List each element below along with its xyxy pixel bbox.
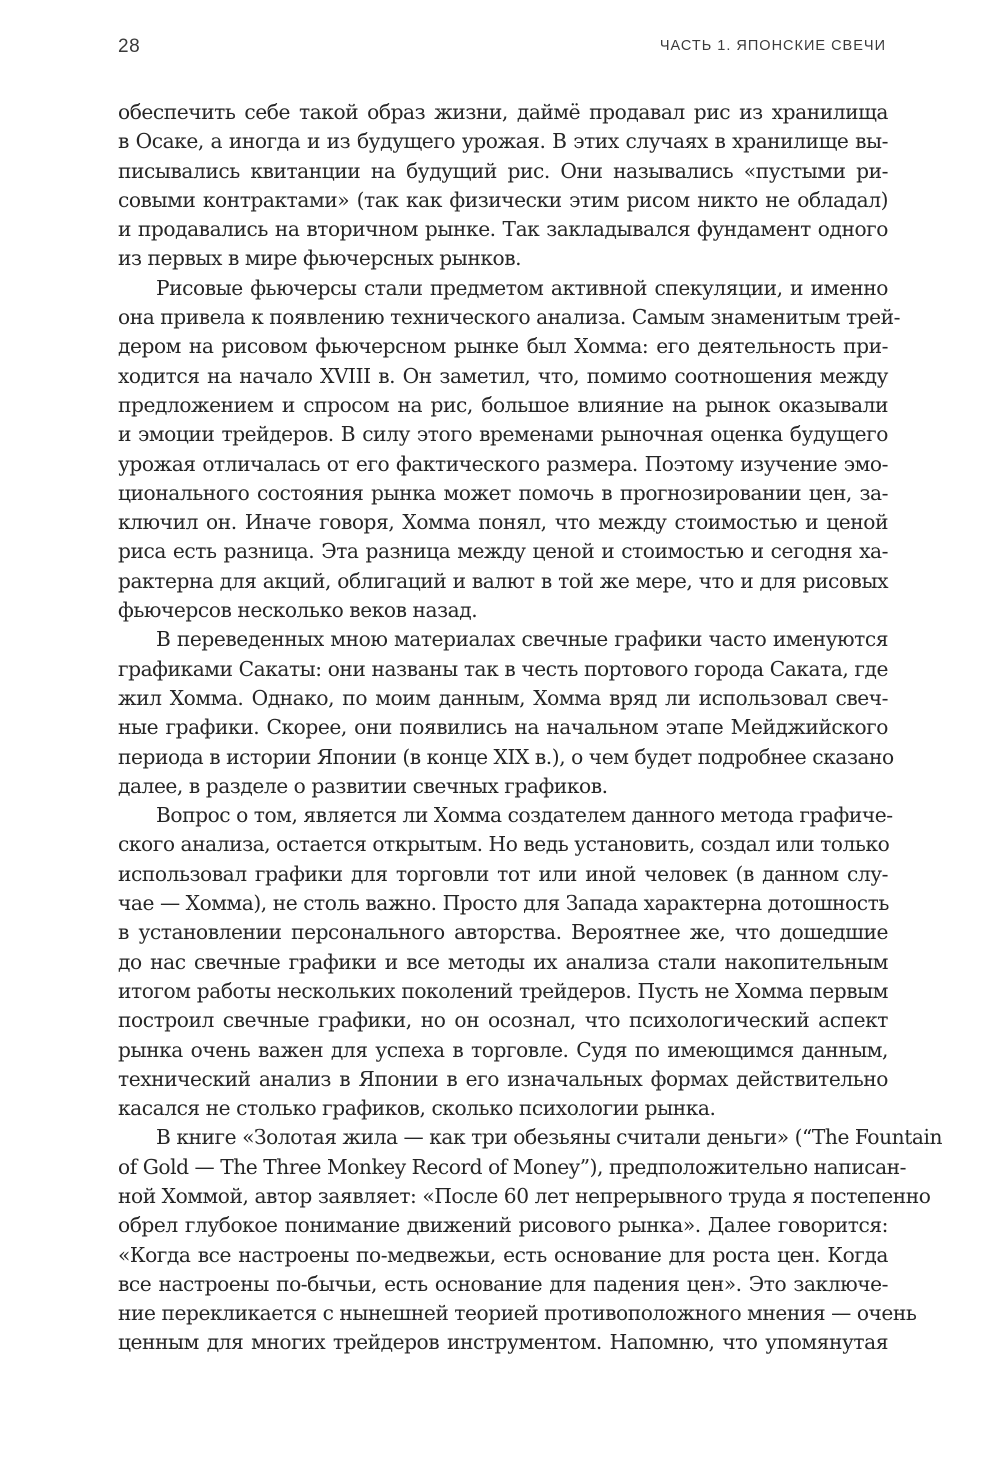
text-line: использовал графики для торговли тот или иной человек (в данном слу- [118,861,888,886]
text-line: до нас свечные графики и все методы их анализа стали накопительным [118,949,888,974]
text-line: далее, в разделе о развитии свечных графиков. [118,773,608,798]
text-line: касался не столько графиков, сколько психологии рынка. [118,1096,716,1121]
text-line: В переведенных мною материалах свечные графики часто именуются [156,627,888,652]
text-line: в Осаке, а иногда и из будущего урожая. В этих случаях в хранилище вы- [118,129,888,154]
text-line: она привела к появлению технического анализа. Самым знаменитым трей- [118,305,901,330]
text-line: урожая отличалась от его фактического размера. Поэтому изучение эмо- [118,451,888,476]
text-line: ние перекликается с нынешней теорией противоположного мнения — очень [118,1301,917,1326]
text-line: Рисовые фьючерсы стали предметом активной спекуляции, и именно [156,275,888,300]
page-number: 28 [118,36,141,57]
text-line: ходится на начало XVIII в. Он заметил, что, помимо соотношения между [118,363,888,388]
text-line: построил свечные графики, но он осознал, что психологический аспект [118,1008,888,1033]
text-line: технический анализ в Японии в его изначальных формах действительно [118,1066,888,1091]
text-line: жил Хомма. Однако, по моим данным, Хомма вряд ли использовал свеч- [118,685,888,710]
text-line: предложением и спросом на рис, большое влияние на рынок оказывали [118,392,888,417]
text-line: В книге «Золотая жила — как три обезьяны считали деньги» (“The Fountain [156,1125,942,1150]
text-line: of Gold — The Three Monkey Record of Money”), предположительно написан- [118,1154,907,1179]
paragraph [118,801,893,1123]
text-line: итогом работы нескольких поколений трейдеров. Пусть не Хомма первым [118,978,888,1003]
paragraph [118,98,888,274]
running-head: ЧАСТЬ 1. ЯПОНСКИЕ СВЕЧИ [659,38,886,54]
text-line: риса есть разница. Эта разница между ценой и стоимостью и сегодня ха- [118,539,888,564]
text-line: в установлении персонального авторства. Вероятнее же, что дошедшие [118,920,888,945]
text-line: ной Хоммой, автор заявляет: «После 60 лет непрерывного труда я постепенно [118,1183,931,1208]
text-line: рынка очень важен для успеха в торговле. Судя по имеющимся данным, [118,1037,888,1062]
text-line: «Когда все настроены по-медвежьи, есть основание для роста цен. Когда [118,1242,888,1267]
text-line: ные графики. Скорее, они появились на начальном этапе Мейджийского [118,715,888,740]
text-line: ценным для многих трейдеров инструментом. Напомню, что упомянутая [118,1330,888,1355]
text-line: графиками Сакаты: они названы так в честь портового города Саката, где [118,656,888,681]
text-line: ционального состояния рынка может помочь в прогнозировании цен, за- [118,480,888,505]
body-text [118,98,942,1358]
text-line: из первых в мире фьючерсных рынков. [118,246,522,271]
text-line: рактерна для акций, облигаций и валют в той же мере, что и для рисовых [118,568,888,593]
text-line: дером на рисовом фьючерсном рынке был Хомма: его деятельность при- [118,334,888,359]
paragraph [118,1123,942,1357]
text-line: писывались квитанции на будущий рис. Они назывались «пустыми ри- [118,158,888,183]
text-line: обрел глубокое понимание движений рисового рынка». Далее говорится: [118,1213,888,1238]
paragraph [118,274,901,626]
text-line: и продавались на вторичном рынке. Так закладывался фундамент одного [118,217,888,242]
text-line: периода в истории Японии (в конце XIX в.), о чем будет подробнее сказано [118,744,894,769]
text-line: и эмоции трейдеров. В силу этого временами рыночная оценка будущего [118,422,888,447]
text-line: совыми контрактами» (так как физически этим рисом никто не обладал) [118,187,888,212]
text-line: чае — Хомма), не столь важно. Просто для Запада характерна дотошность [118,891,889,916]
text-line: ского анализа, остается открытым. Но ведь установить, создал или только [118,832,890,857]
text-line: фьючерсов несколько веков назад. [118,598,478,623]
text-line: все настроены по-бычьи, есть основание для падения цен». Это заключе- [118,1271,888,1296]
paragraph [118,625,894,801]
text-line: Вопрос о том, является ли Хомма создателем данного метода графиче- [156,803,893,828]
text-line: ключил он. Иначе говоря, Хомма понял, что между стоимостью и ценой [118,510,888,535]
text-line: обеспечить себе такой образ жизни, даймё продавал рис из хранилища [118,100,888,124]
